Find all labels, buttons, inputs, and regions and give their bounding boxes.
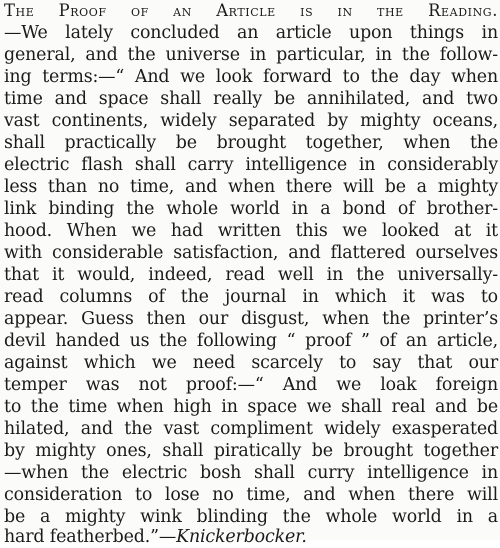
- text-line: —when the electric bosh shall curry intelligence in: [4, 463, 498, 483]
- text-line: appear. Guess then our disgust, when the printer’s: [4, 309, 498, 329]
- text-line: link binding the whole world in a bond of brother-: [4, 199, 498, 219]
- text-line: against which we need scarcely to say that our: [4, 353, 498, 373]
- text-line: consideration to lose no time, and when there will: [4, 485, 498, 505]
- text-line: time and space shall really be annihilated, and two: [4, 89, 498, 109]
- text-line: that it would, indeed, read well in the universally-: [4, 265, 498, 285]
- text-line: read columns of the journal in which it was to: [4, 287, 498, 307]
- text-line: hood. When we had written this we looked at it: [4, 221, 498, 241]
- final-line-text: hard featherbed.”—: [4, 527, 177, 547]
- text-line: by mighty ones, shall piratically be brought together: [4, 441, 498, 461]
- text-line: with considerable satisfaction, and flattered ourselves: [4, 243, 498, 263]
- text-line: hilated, and the vast compliment widely exasperated: [4, 419, 498, 439]
- headline-text: The Proof of an Article is in the Reading.: [4, 1, 498, 20]
- text-line: be a mighty wink blinding the whole world in a: [4, 507, 498, 527]
- final-line: [4, 526, 498, 548]
- text-line: less than no time, and when there will be a mighty: [4, 177, 498, 197]
- text-line: to the time when high in space we shall real and be: [4, 397, 498, 417]
- text-line: —We lately concluded an article upon things in: [4, 23, 498, 43]
- text-line: vast continents, widely separated by mighty oceans,: [4, 111, 498, 131]
- text-line: temper was not proof:—“ And we loak foreign: [4, 375, 498, 395]
- text-line: shall practically be brought together, when the: [4, 133, 498, 153]
- text-line: electric flash shall carry intelligence in considerably: [4, 155, 498, 175]
- text-line: ing terms:—“ And we look forward to the day when: [4, 67, 498, 87]
- text-line: devil handed us the following “ proof ” of an article,: [4, 331, 498, 351]
- attribution: Knickerbocker.: [176, 527, 307, 547]
- article-headline: [4, 0, 498, 22]
- text-line: general, and the universe in particular, in the follow-: [4, 45, 498, 65]
